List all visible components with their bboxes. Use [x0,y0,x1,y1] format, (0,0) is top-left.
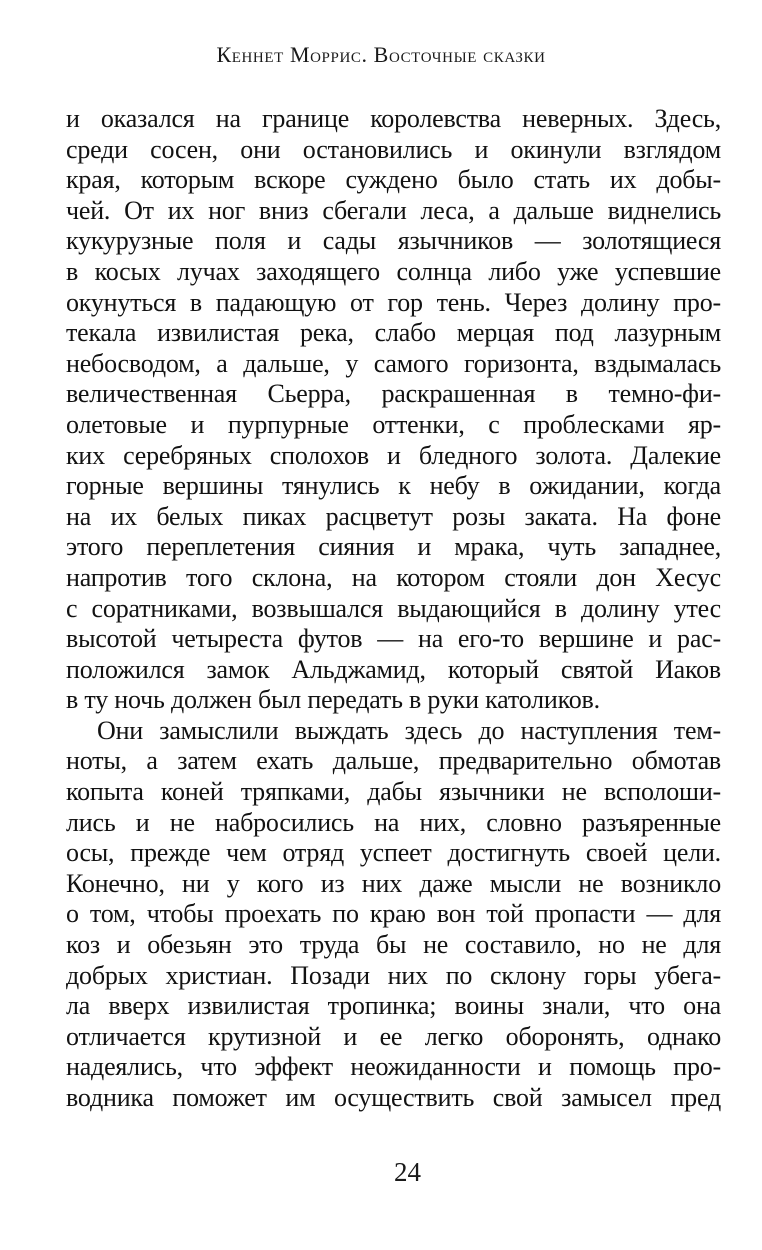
text-line: небосводом, а дальше, у самого горизонта, вздымалась [66,348,721,378]
paragraph [66,716,721,1114]
text-line: надеялись, что эффект неожиданности и помощь про- [66,1052,721,1082]
text-line: отличается крутизной и ее легко оборонять, однако [66,1021,721,1051]
running-header: Кеннет Моррис. Восточные сказки [216,42,546,67]
text-line: копыта коней тряпками, дабы язычники не всполоши- [66,777,721,807]
text-line: на их белых пиках расцветут розы заката. На фоне [66,501,721,531]
text-line: горные вершины тянулись к небу в ожидании, когда [66,471,721,501]
text-line: края, которым вскоре суждено было стать их добы- [66,165,721,195]
text-line: этого переплетения сияния и мрака, чуть западнее, [66,532,721,562]
text-line: высотой четыреста футов — на его-то вершине и рас- [66,624,721,654]
text-line: ла вверх извилистая тропинка; воины знали, что она [66,991,721,1021]
page-number: 24 [394,1157,421,1187]
text-line: в ту ночь должен был передать в руки католиков. [66,685,600,715]
text-line: лись и не набросились на них, словно разъяренные [66,807,721,837]
text-line: величественная Сьерра, раскрашенная в темно-фи- [66,379,721,409]
paragraph [66,104,721,716]
text-line: окунуться в падающую от гор тень. Через долину про- [66,287,721,317]
text-line: среди сосен, они остановились и окинули взглядом [66,134,721,164]
text-line: добрых христиан. Позади них по склону горы убега- [66,960,721,990]
text-line: с соратниками, возвышался выдающийся в долину утес [66,593,721,623]
text-line: и оказался на границе королевства неверных. Здесь, [66,104,721,133]
text-line: Они замыслили выждать здесь до наступления тем- [97,715,721,745]
text-line: ких серебряных сполохов и бледного золота. Далекие [66,440,721,470]
text-line: осы, прежде чем отряд успеет достигнуть своей цели. [66,838,721,868]
text-line: ноты, а затем ехать дальше, предварительно обмотав [66,746,721,776]
text-line: олетовые и пурпурные оттенки, с проблесками яр- [66,409,721,439]
text-line: чей. От их ног вниз сбегали леса, а дальше виднелись [66,195,721,225]
text-line: в косых лучах заходящего солнца либо уже успевшие [66,256,721,286]
body-text [66,104,721,1114]
text-line: напротив того склона, на котором стояли дон Хесус [66,562,721,592]
text-line: текала извилистая река, слабо мерцая под лазурным [66,318,721,348]
text-line: о том, чтобы проехать по краю вон той пропасти — для [66,899,721,929]
text-line: положился замок Альджамид, который святой Иаков [66,654,721,684]
text-line: коз и обезьян это труда бы не составило, но не для [66,930,721,960]
text-line: Конечно, ни у кого из них даже мысли не возникло [66,868,721,898]
text-line: водника поможет им осуществить свой замысел пред [66,1083,721,1112]
text-line: кукурузные поля и сады язычников — золотящиеся [66,226,721,256]
